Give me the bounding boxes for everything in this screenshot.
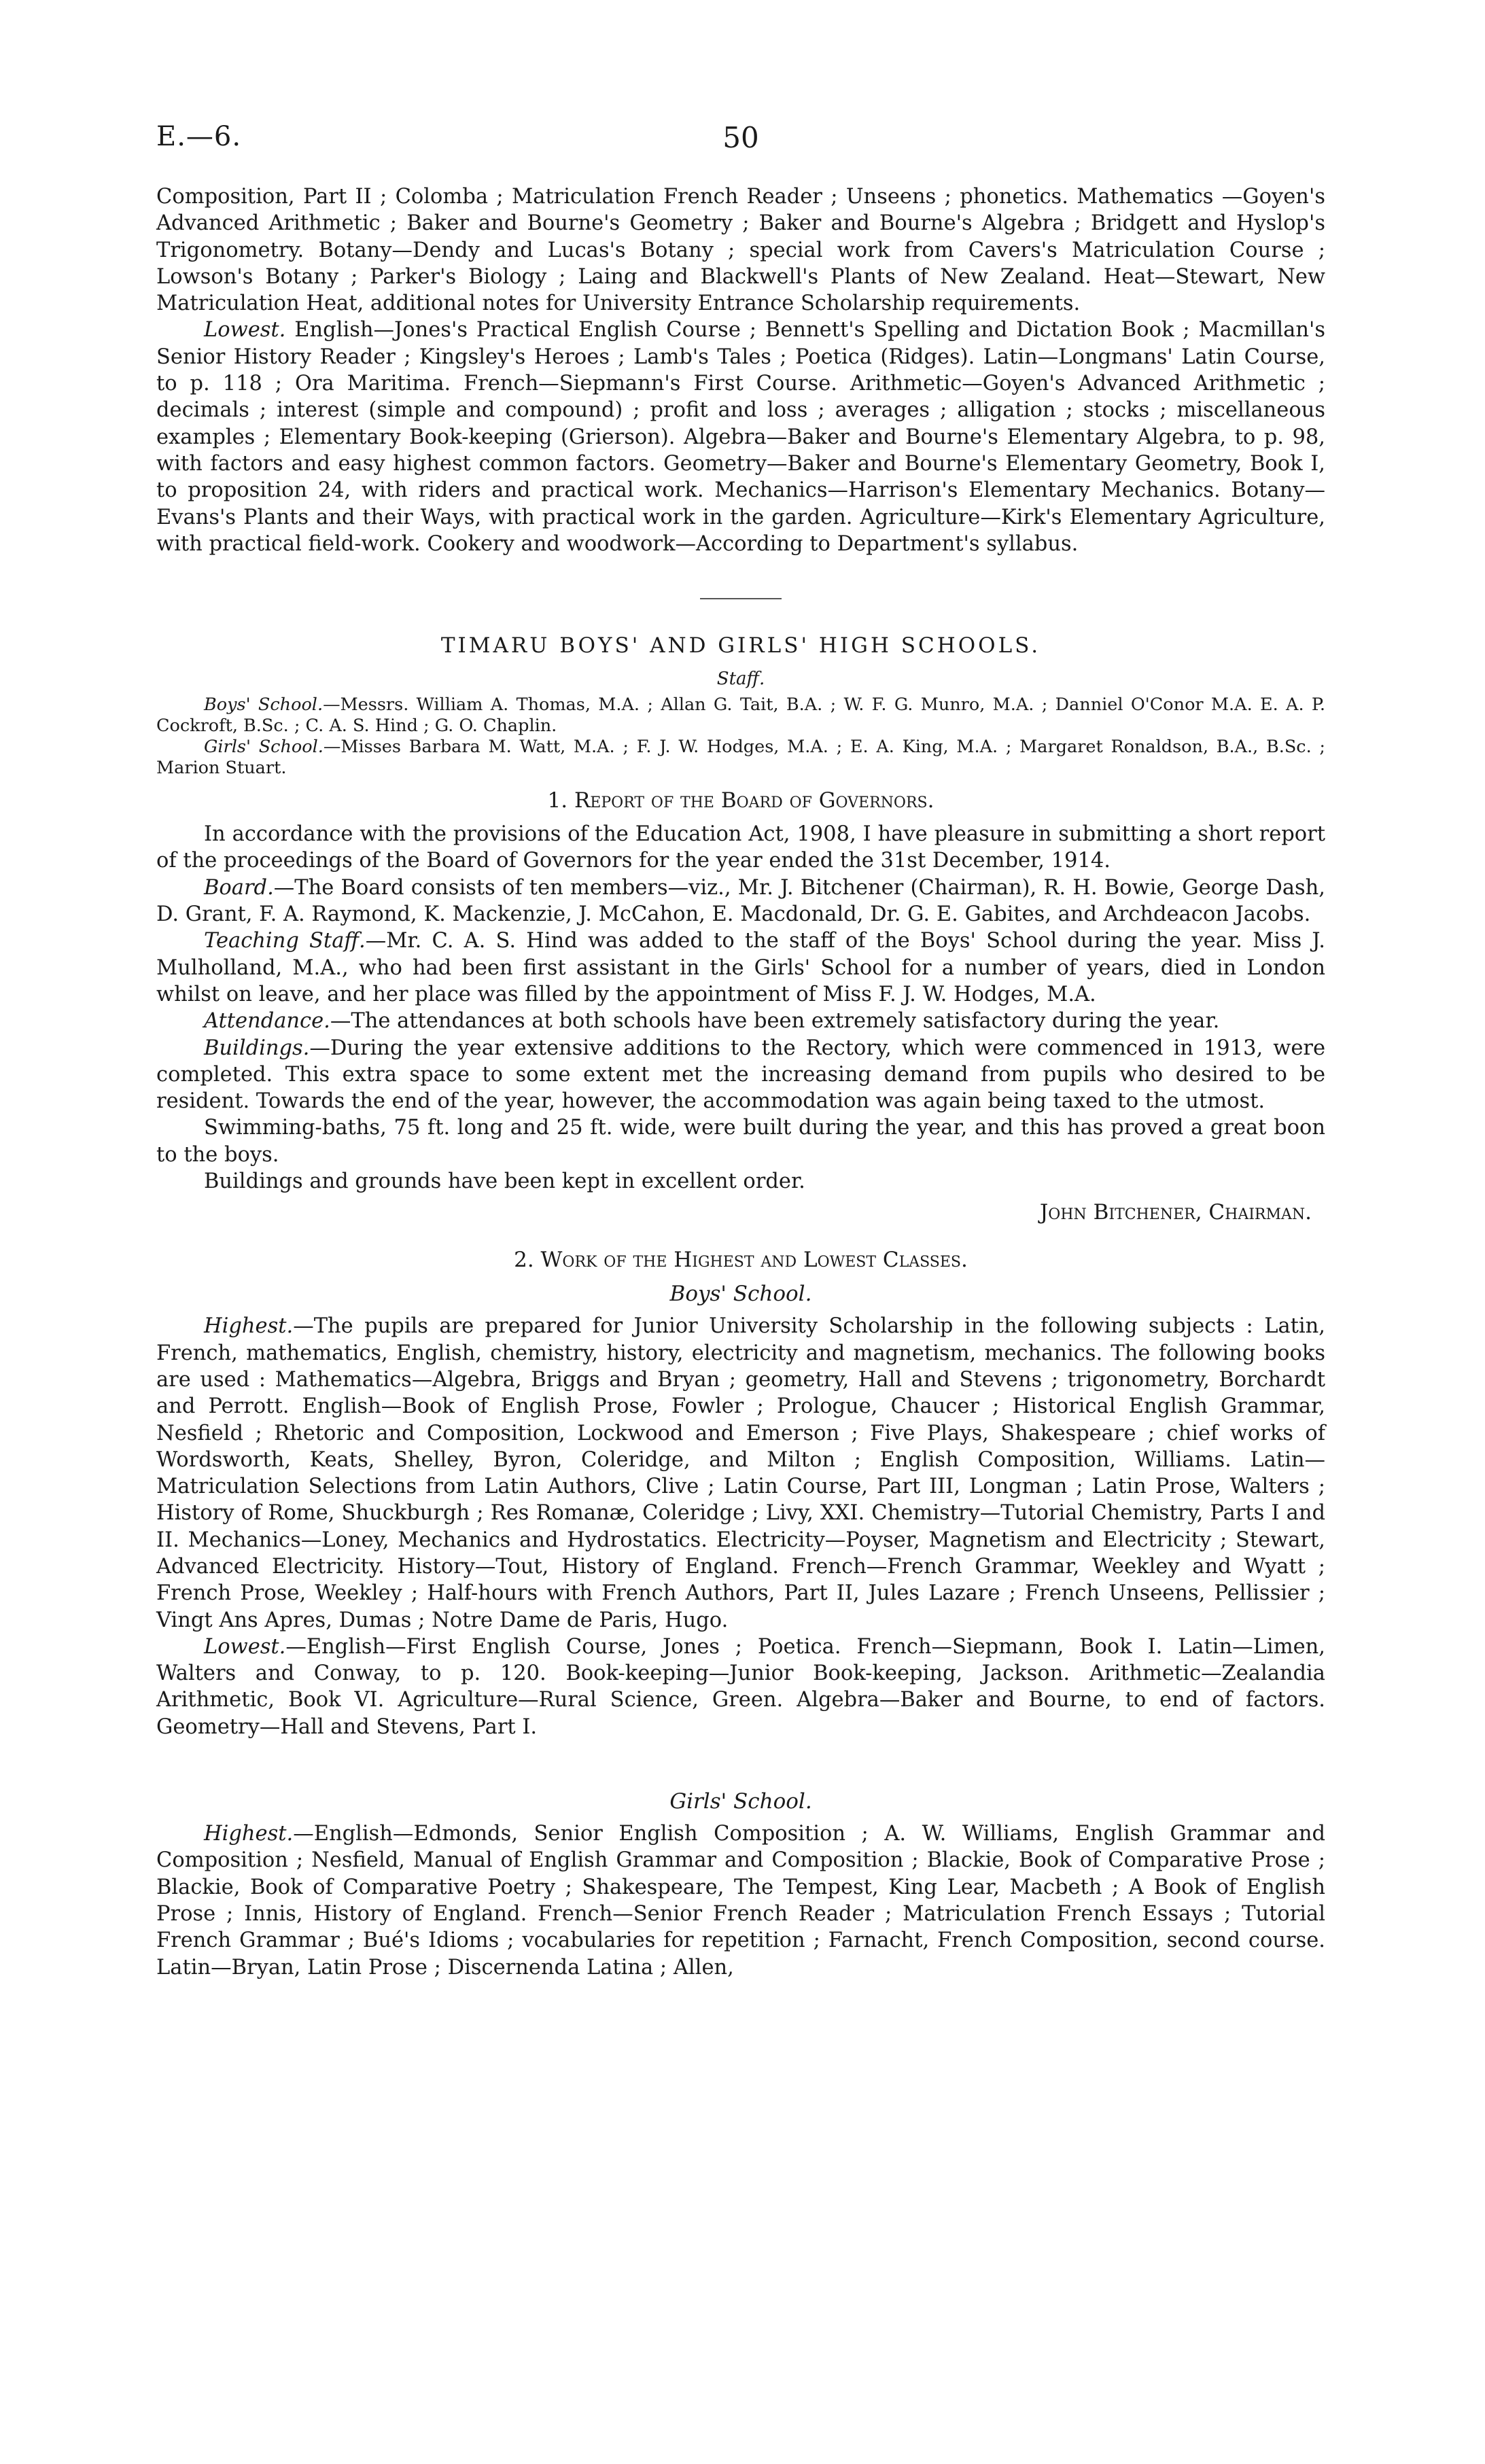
grounds-paragraph: Buildings and grounds have been kept in excellent order. (204, 1169, 805, 1194)
board-text: —The Board consists of ten members—viz., Mr. J. Bitchener (Chairman), R. H. Bowie, George Dash, D. Grant, F. A. Raymond, K. Mackenzie, J. McCahon, E. Macdonald, Dr. G. E. Gabites, and Archdeacon Jacobs. (156, 875, 1325, 927)
attendance-paragraph (156, 1008, 1325, 1034)
swimming-paragraph: Swimming-baths, 75 ft. long and 25 ft. wide, were built during the year, and this has proved a great boon to the boys. (156, 1116, 1325, 1167)
boys-lowest-paragraph (156, 1634, 1325, 1740)
section-divider (700, 598, 782, 599)
teaching-staff-paragraph (156, 928, 1325, 1008)
board-paragraph (156, 875, 1325, 928)
girls-staff-label: Girls' School. (204, 737, 324, 758)
board-label: Board. (204, 875, 274, 900)
girls-school-heading: Girls' School. (669, 1789, 812, 1814)
boys-staff-label: Boys' School. (204, 694, 324, 716)
attendance-label: Attendance. (204, 1009, 330, 1034)
boys-school-heading: Boys' School. (669, 1282, 812, 1307)
teaching-staff-label: Teaching Staff. (204, 929, 366, 953)
boys-highest-text: —The pupils are prepared for Junior University Scholarship in the following subjects : Latin, French, mathematics, English, chemistry, history, electricity and magnetism, mechanics. The following books are used : Mathematics—Algebra, Briggs and Bryan ; geometry, Hall and Stevens ; trigonometry, Borchardt and Perrott. English—Book of English Prose, Fowler ; Prologue, Chaucer ; Historical English Grammar, Nesfield ; Rhetoric and Composition, Lockwood and Emerson ; Five Plays, Shakespeare ; chief works of Wordsworth, Keats, Shelley, Byron, Coleridge, and Milton ; English Composition, Williams. Latin—Matriculation Selections from Latin Authors, Clive ; Latin Course, Part III, Longman ; Latin Prose, Walters ; History of Rome, Shuckburgh ; Res Romanæ, Coleridge ; Livy, XXI. Chemistry—Tutorial Chemistry, Parts I and II. Mechanics—Loney, Mechanics and Hydrostatics. Electricity—Poyser, Magnetism and Electricity ; Stewart, Advanced Electricity. History—Tout, History of England. French—French Grammar, Weekley and Wyatt ; French Prose, Weekley ; Half-hours with French Authors, Part II, Jules Lazare ; French Unseens, Pellissier ; Vingt Ans Apres, Dumas ; Notre Dame de Paris, Hugo. (156, 1314, 1325, 1632)
boys-highest-label: Highest. (204, 1314, 294, 1339)
spacer (156, 1740, 1325, 1788)
lowest-label: Lowest. (204, 318, 286, 342)
work-heading: 2. Work of the Highest and Lowest Classes. (514, 1248, 968, 1273)
document-reference: E.—6. (156, 121, 242, 152)
continuation-paragraph: Composition, Part II ; Colomba ; Matriculation French Reader ; Unseens ; phonetics. Mathematics —Goyen's Advanced Arithmetic ; Baker and Bourne's Geometry ; Baker and Bourne's Algebra ; Bridgett and Hyslop's Trigonometry. Botany—Dendy and Lucas's Botany ; special work from Cavers's Matriculation Course ; Lowson's Botany ; Parker's Biology ; Laing and Blackwell's Plants of New Zealand. Heat—Stewart, New Matriculation Heat, additional notes for University Entrance Scholarship requirements. (156, 185, 1325, 316)
girls-highest-text: —English—Edmonds, Senior English Composition ; A. W. Williams, English Grammar and Composition ; Nesfield, Manual of English Grammar and Composition ; Blackie, Book of Comparative Prose ; Blackie, Book of Comparative Poetry ; Shakespeare, The Tempest, King Lear, Macbeth ; A Book of English Prose ; Innis, History of England. French—Senior French Reader ; Matriculation French Essays ; Tutorial French Grammar ; Bué's Idioms ; vocabularies for repetition ; Farnacht, French Composition, second course. Latin—Bryan, Latin Prose ; Discernenda Latina ; Allen, (156, 1822, 1325, 1979)
report-heading: 1. Report of the Board of Governors. (547, 788, 934, 813)
boys-lowest-label: Lowest. (204, 1634, 286, 1659)
buildings-label: Buildings. (204, 1036, 310, 1060)
attendance-text: —The attendances at both schools have been extremely satisfactory during the year. (330, 1009, 1220, 1034)
girls-staff-paragraph (156, 737, 1325, 779)
page-body (156, 183, 1325, 1981)
girls-highest-label: Highest. (204, 1822, 294, 1846)
school-title: TIMARU BOYS' AND GIRLS' HIGH SCHOOLS. (440, 633, 1041, 658)
buildings-text: —During the year extensive additions to the Rectory, which were commenced in 1913, were completed. This extra space to some extent met the increasing demand from pupils who desired to be resident. Towards the end of the year, however, the accommodation was again being taxed to the utmost. (156, 1036, 1325, 1114)
girls-highest-paragraph (156, 1820, 1325, 1981)
buildings-paragraph (156, 1035, 1325, 1115)
lowest-text: English—Jones's Practical English Course ; Bennett's Spelling and Dictation Book ; Macmillan's Senior History Reader ; Kingsley's Heroes ; Lamb's Tales ; Poetica (Ridges). Latin—Longmans' Latin Course, to p. 118 ; Ora Maritima. French—Siepmann's First Course. Arithmetic—Goyen's Advanced Arithmetic ; decimals ; interest (simple and compound) ; profit and loss ; averages ; alligation ; stocks ; miscellaneous examples ; Elementary Book-keeping (Grierson). Algebra—Baker and Bourne's Elementary Algebra, to p. 98, with factors and easy highest common factors. Geometry—Baker and Bourne's Elementary Geometry, Book I, to proposition 24, with riders and practical work. Mechanics—Harrison's Elementary Mechanics. Botany—Evans's Plants and their Ways, with practical work in the garden. Agriculture—Kirk's Elementary Agriculture, with practical field-work. Cookery and woodwork—According to Department's syllabus. (156, 318, 1325, 556)
boys-highest-paragraph (156, 1313, 1325, 1634)
staff-heading: Staff. (716, 669, 765, 690)
boys-staff-paragraph (156, 694, 1325, 737)
page-number: 50 (722, 121, 759, 154)
lowest-class-paragraph (156, 317, 1325, 557)
teaching-staff-text: —Mr. C. A. S. Hind was added to the staff of the Boys' School during the year. Miss J. Mulholland, M.A., who had been first assistant in the Girls' School for a number of years, died in London whilst on leave, and her place was filled by the appointment of Miss F. J. W. Hodges, M.A. (156, 929, 1325, 1006)
boys-lowest-text: —English—First English Course, Jones ; Poetica. French—Siepmann, Book I. Latin—Limen, Walters and Conway, to p. 120. Book-keeping—Junior Book-keeping, Jackson. Arithmetic—Zealandia Arithmetic, Book VI. Agriculture—Rural Science, Green. Algebra—Baker and Bourne, to end of factors. Geometry—Hall and Stevens, Part I. (156, 1634, 1325, 1739)
girls-staff-text: —Misses Barbara M. Watt, M.A. ; F. J. W. Hodges, M.A. ; E. A. King, M.A. ; Margaret Ronaldson, B.A., B.Sc. ; Marion Stuart. (156, 737, 1325, 779)
boys-staff-text: —Messrs. William A. Thomas, M.A. ; Allan G. Tait, B.A. ; W. F. G. Munro, M.A. ; Danniel O'Conor M.A. E. A. P. Cockroft, B.Sc. ; C. A. S. Hind ; G. O. Chaplin. (156, 694, 1325, 737)
report-intro: In accordance with the provisions of the Education Act, 1908, I have pleasure in submitting a short report of the proceedings of the Board of Governors for the year ended the 31st December, 1914. (156, 822, 1325, 873)
chairman-signature: John Bitchener, Chairman. (1039, 1200, 1312, 1225)
page-header (156, 121, 1325, 162)
